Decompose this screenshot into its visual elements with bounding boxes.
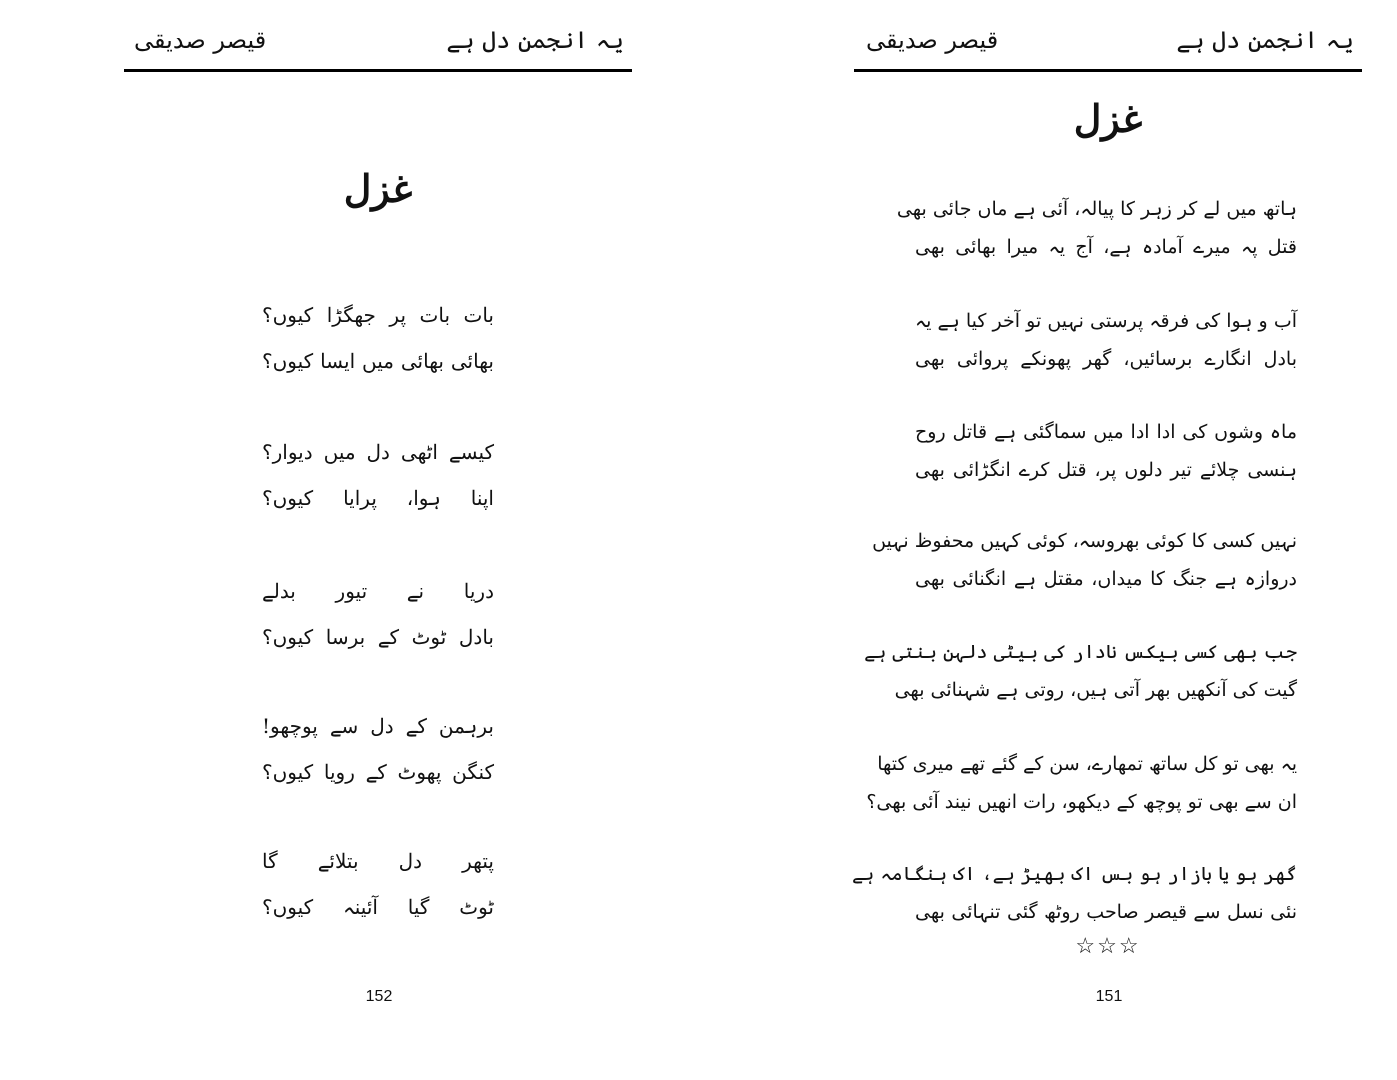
verse-line: دریا نے تیور بدلے bbox=[262, 579, 494, 603]
author-name: قیصر صدیقی bbox=[134, 26, 267, 54]
page-header bbox=[854, 24, 1362, 72]
verse-line: ہاتھ میں لے کر زہر کا پیالہ، آئی ہے ماں جائی بھی bbox=[896, 198, 1297, 220]
couplet bbox=[262, 568, 494, 660]
verse-line: نئی نسل سے قیصر صاحب روٹھ گئی تنہائی بھی bbox=[915, 901, 1297, 923]
verse-line: ان سے بھی تو پوچھ کے دیکھو، رات انھیں نیند آئی بھی؟ bbox=[866, 791, 1297, 813]
verse-line: جب بھی کسی بیکس نادار کی بیٹی دلہن بنتی ہے bbox=[864, 641, 1297, 663]
verse-line: بادل انگارے برسائیں، گھر پھونکے پروائی بھی bbox=[915, 348, 1297, 370]
header-rule bbox=[854, 69, 1362, 72]
verse-line: ٹوٹ گیا آئینہ کیوں؟ bbox=[262, 895, 494, 919]
couplet bbox=[262, 429, 494, 521]
verse-line: بادل ٹوٹ کے برسا کیوں؟ bbox=[262, 625, 494, 649]
couplet bbox=[866, 745, 1297, 821]
verse-line: دروازہ ہے جنگ کا میداں، مقتل ہے انگنائی بھی bbox=[915, 568, 1297, 590]
verse-line: گیت کی آنکھیں بھر آتی ہیں، روتی ہے شہنائی بھی bbox=[894, 679, 1297, 701]
page-left bbox=[0, 0, 698, 1080]
verse-line: بات بات پر جھگڑا کیوں؟ bbox=[262, 303, 494, 327]
poem-title: غزل bbox=[1073, 96, 1143, 141]
author-name: قیصر صدیقی bbox=[866, 26, 999, 54]
verse-line: ہنسی چلائے تیر دلوں پر، قتل کرے انگڑائی بھی bbox=[915, 459, 1297, 481]
verse-line: نہیں کسی کا کوئی بھروسہ، کوئی کہیں محفوظ نہیں bbox=[872, 530, 1297, 552]
verse-line: کیسے اٹھی دل میں دیوار؟ bbox=[262, 440, 494, 464]
verse-line: کنگن پھوٹ کے رویا کیوں؟ bbox=[262, 760, 494, 784]
page-number: 151 bbox=[1095, 988, 1123, 1005]
verse-line: یہ بھی تو کل ساتھ تمھارے، سن کے گئے تھے میری کتھا bbox=[877, 753, 1297, 775]
couplet bbox=[872, 522, 1297, 598]
verse-line: بھائی بھائی میں ایسا کیوں؟ bbox=[262, 349, 494, 373]
couplet bbox=[915, 413, 1297, 489]
verse-line: گھر ہو یا بازار ہو بس اک بھیڑ ہے، اک ہنگامہ ہے bbox=[852, 863, 1297, 885]
couplet bbox=[262, 292, 494, 384]
header-rule bbox=[124, 69, 632, 72]
page-right bbox=[699, 0, 1397, 1080]
verse-line: پتھر دل بتلائے گا bbox=[262, 849, 494, 873]
couplet bbox=[896, 190, 1297, 266]
book-title: یہ انجمن دل ہے bbox=[446, 26, 624, 54]
couplet bbox=[262, 703, 494, 795]
end-stars: ☆☆☆ bbox=[1075, 934, 1141, 959]
verse-line: آب و ہوا کی فرقہ پرستی نہیں تو آخر کیا ہے یہ bbox=[915, 310, 1297, 332]
verse-line: قتل پہ میرے آمادہ ہے، آج یہ میرا بھائی بھی bbox=[915, 236, 1297, 258]
verse-line: ماہ وشوں کی ادا ادا میں سماگئی ہے قاتل روح bbox=[915, 421, 1297, 443]
verse-line: برہمن کے دل سے پوچھو! bbox=[262, 714, 494, 738]
book-title: یہ انجمن دل ہے bbox=[1176, 26, 1354, 54]
couplet bbox=[864, 633, 1297, 709]
page-header bbox=[124, 24, 632, 72]
couplet bbox=[852, 855, 1297, 931]
couplet bbox=[915, 302, 1297, 378]
verse-line: اپنا ہوا، پرایا کیوں؟ bbox=[262, 486, 494, 510]
couplet bbox=[262, 838, 494, 930]
poem-title: غزل bbox=[343, 166, 413, 211]
page-number: 152 bbox=[365, 988, 393, 1005]
